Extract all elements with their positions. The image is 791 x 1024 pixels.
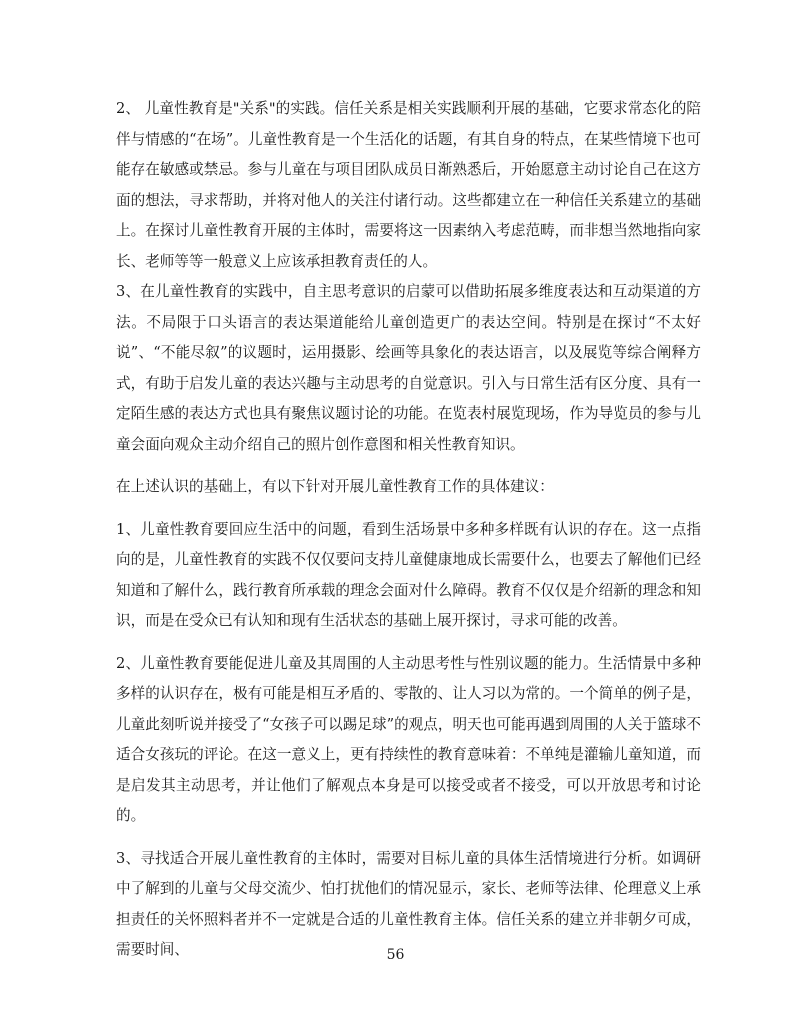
paragraph-4: 1、儿童性教育要回应生活中的问题，看到生活场景中多种多样既有认识的存在。这一点指向的是，儿童性教育的实践不仅仅要问支持儿童健康地成长需要什么，也要去了解他们已经知道和了解什么，践行教育所承载的理念会面对什么障碍。教育不仅仅是介绍新的理念和知识，而是在受众已有认知和现有生活状态的基础上展开探讨，寻求可能的改善。: [116, 520, 701, 629]
paragraph-1-prefix: 2、: [116, 100, 145, 117]
paragraph-1-text: 信任关系是相关实践顺利开展的基础，它要求常态化的陪伴与情感的“在场”。儿童性教育是一个生活化的话题，有其自身的特点，在某些情境下也可能存在敏感或禁忌。参与儿童在与项目团队成员日渐熟悉后，开始愿意主动讨论自己在这方面的想法，寻求帮助，并将对他人的关注付诸行动。这些都建立在一种信任关系建立的基础上。在探讨儿童性教育开展的主体时，需要将这一因素纳入考虑范畴，而非想当然地指向家长、老师等等一般意义上应该承担教育责任的人。: [116, 100, 701, 270]
paragraph-3: 在上述认识的基础上，有以下针对开展儿童性教育工作的具体建议：: [116, 478, 554, 495]
paragraph-2: 3、在儿童性教育的实践中，自主思考意识的启蒙可以借助拓展多维度表达和互动渠道的方法。不局限于口头语言的表达渠道能给儿童创造更广的表达空间。特别是在探讨“不太好说”、“不能尽叙”的议题时，运用摄影、绘画等具象化的表达语言，以及展览等综合阐释方式，有助于启发儿童的表达兴趣与主动思考的自觉意识。引入与日常生活有区分度、具有一定陌生感的表达方式也具有聚焦议题讨论的功能。在览表村展览现场，作为导览员的参与儿童会面向观众主动介绍自己的照片创作意图和相关性教育知识。: [116, 283, 701, 453]
page-number: 56: [386, 947, 405, 963]
paragraph-6: 3、寻找适合开展儿童性教育的主体时，需要对目标儿童的具体生活情境进行分析。如调研中了解到的儿童与父母交流少、怕打扰他们的情况显示，家长、老师等法律、伦理意义上承担责任的关怀照料者并不一定就是合适的儿童性教育主体。信任关系的建立并非朝夕可成，需要时间、: [116, 849, 701, 958]
paragraph-1: [116, 94, 701, 277]
body-text: [116, 94, 701, 966]
paragraph-5: 2、儿童性教育要能促进儿童及其周围的人主动思考性与性别议题的能力。生活情景中多种多样的认识存在，极有可能是相互矛盾的、零散的、让人习以为常的。一个简单的例子是，儿童此刻听说并接受了“女孩子可以踢足球”的观点，明天也可能再遇到周围的人关于篮球不适合女孩玩的评论。在这一意义上，更有持续性的教育意味着：不单纯是灌输儿童知道，而是启发其主动思考，并让他们了解观点本身是可以接受或者不接受，可以开放思考和讨论的。: [116, 654, 701, 824]
paragraph-1-heading: 儿童性教育是"关系"的实践。: [144, 100, 335, 117]
